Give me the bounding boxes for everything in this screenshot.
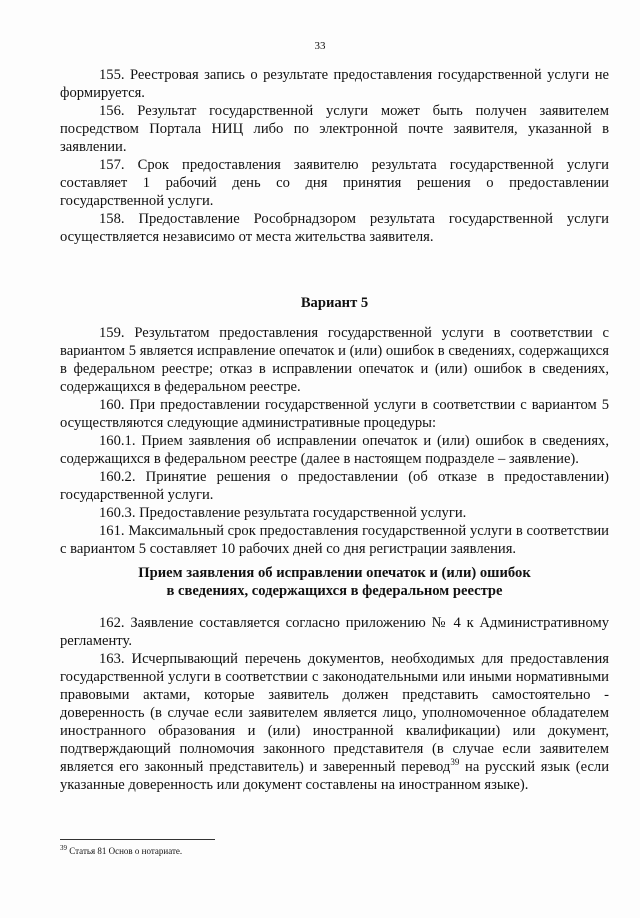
- paragraph-158: 158. Предоставление Рособрнадзором результата государственной услуги осуществляется независимо от места жительства заявителя.: [60, 211, 609, 245]
- variant-heading: Вариант 5: [300, 295, 369, 311]
- paragraph-163-text: 163. Исчерпывающий перечень документов, необходимых для предоставления государственной услуги в соответствии с законодательными или иными нормативными правовыми актами, которые заявитель должен представить самостоятельно - доверенность (в случае если заявителем является лицо, уполномоченное обладателем иностранного образования и (или) иностранной квалификации) или документ, подтверждающий полномочия законного представителя (в случае если заявителем является его законный представитель) и заверенный перевод: [60, 651, 609, 775]
- section-heading-line-2: в сведениях, содержащихся в федеральном реестре: [166, 583, 503, 599]
- page-number: 33: [314, 40, 326, 52]
- paragraph-162: 162. Заявление составляется согласно приложению № 4 к Административному регламенту.: [60, 615, 609, 649]
- paragraph-160-3: 160.3. Предоставление результата государственной услуги.: [99, 505, 467, 521]
- paragraph-155: 155. Реестровая запись о результате предоставления государственной услуги не формируется.: [60, 67, 609, 101]
- paragraph-163: [60, 650, 609, 794]
- paragraph-160-1: 160.1. Прием заявления об исправлении опечаток и (или) ошибок в сведениях, содержащихся в федеральном реестре (далее в настоящем подразделе – заявление).: [60, 433, 609, 467]
- paragraph-159: 159. Результатом предоставления государственной услуги в соответствии с вариантом 5 является исправление опечаток и (или) ошибок в сведениях, содержащихся в федеральном реестре; отказ в исправлении опечаток и (или) ошибок в сведениях, содержащихся в федеральном реестре.: [60, 325, 609, 395]
- section-heading-line-1: Прием заявления об исправлении опечаток и (или) ошибок: [138, 565, 531, 581]
- footnote-divider: [60, 839, 215, 840]
- footnote: [60, 845, 609, 857]
- footnote-text: Статья 81 Основ о нотариате.: [67, 846, 183, 856]
- section-heading: [60, 564, 609, 600]
- footnote-reference: 39: [450, 757, 460, 768]
- document-body: [60, 66, 609, 794]
- paragraph-156: 156. Результат государственной услуги может быть получен заявителем посредством Портала НИЦ либо по электронной почте заявителя, указанной в заявлении.: [60, 103, 609, 155]
- paragraph-161: 161. Максимальный срок предоставления государственной услуги в соответствии с вариантом 5 составляет 10 рабочих дней со дня регистрации заявления.: [60, 523, 609, 557]
- footnote-number: 39: [60, 844, 67, 852]
- paragraph-160: 160. При предоставлении государственной услуги в соответствии с вариантом 5 осуществляются следующие административные процедуры:: [60, 397, 609, 431]
- paragraph-163-text-end: на русский язык (если указанные доверенность или документ составлены на иностранном языке).: [60, 759, 610, 793]
- paragraph-160-2: 160.2. Принятие решения о предоставлении (об отказе в предоставлении) государственной услуги.: [60, 469, 609, 503]
- paragraph-157: 157. Срок предоставления заявителю результата государственной услуги составляет 1 рабочий день со дня принятия решения о предоставлении государственной услуги.: [60, 157, 609, 209]
